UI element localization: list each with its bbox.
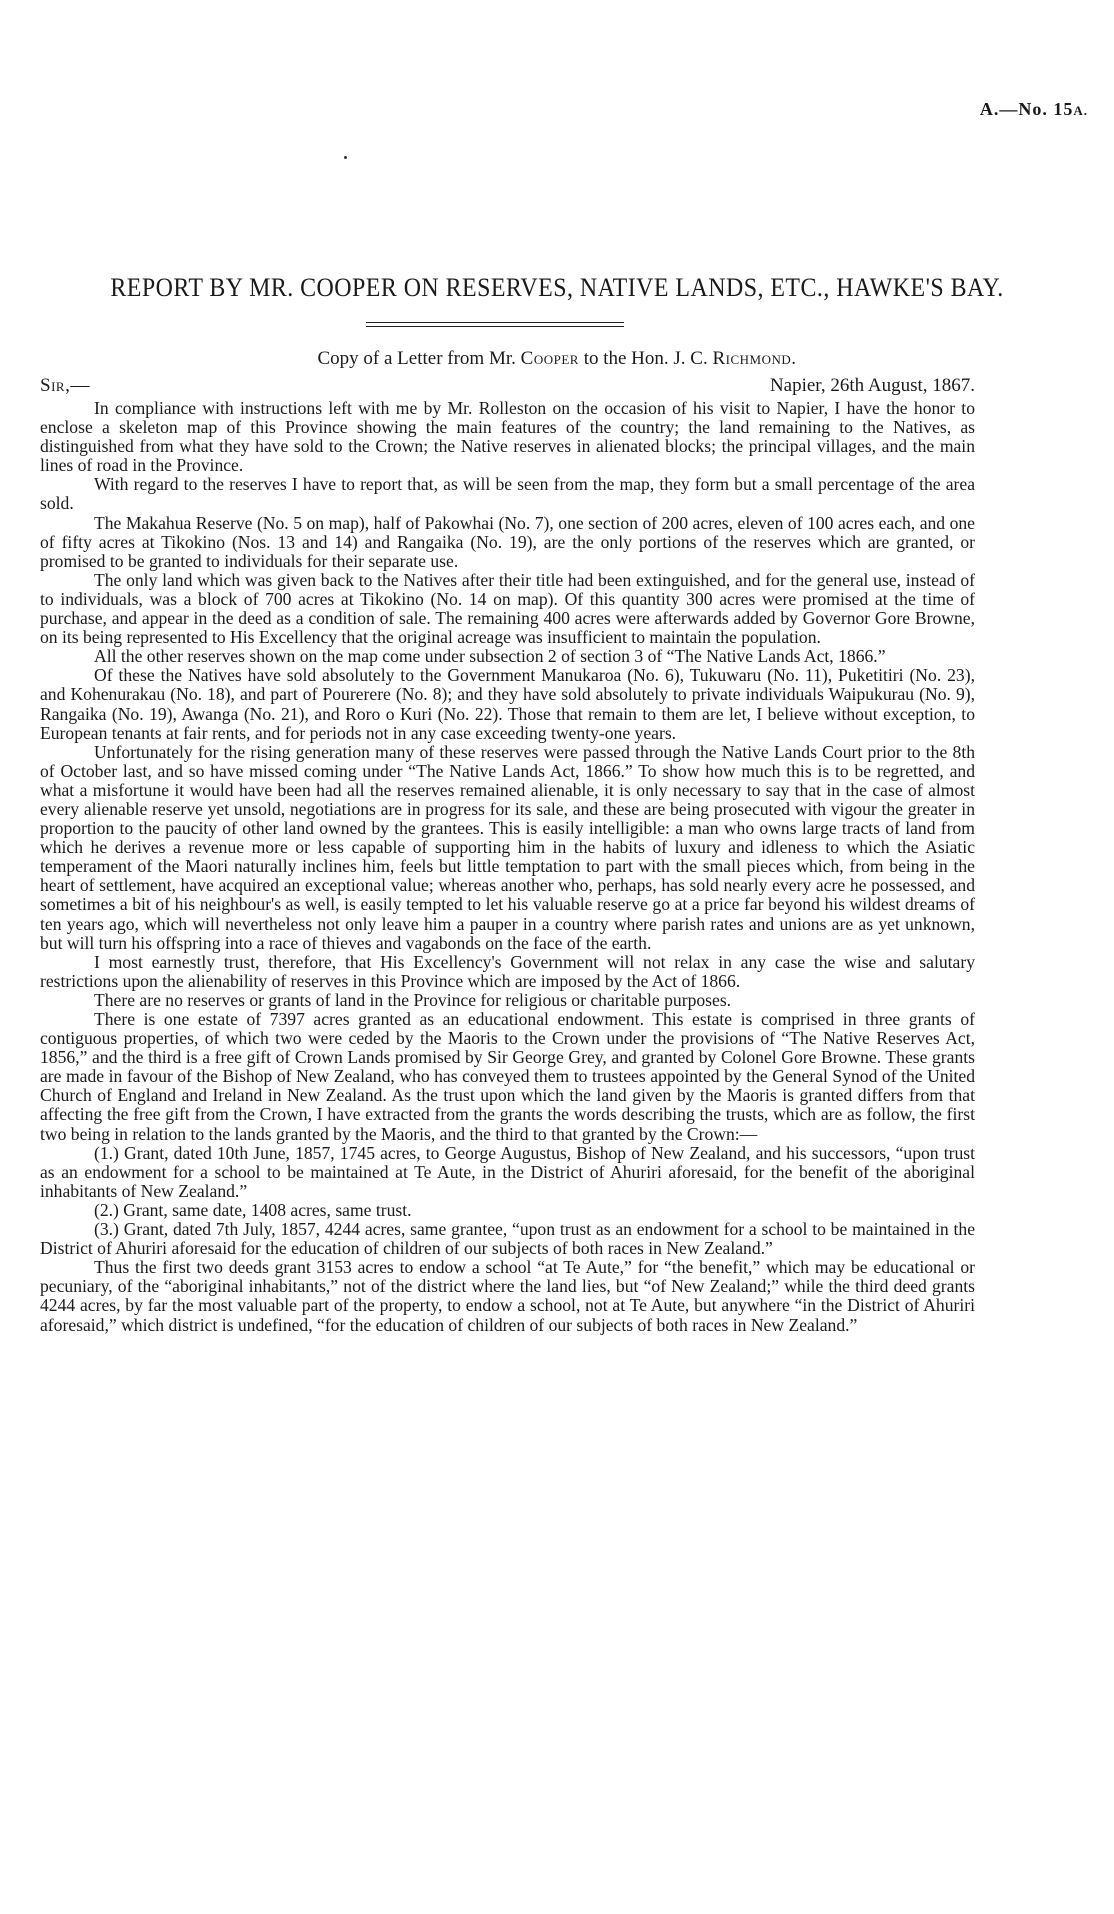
letter-heading-prefix: Copy of a Letter from Mr.	[317, 348, 516, 369]
paragraph: The Makahua Reserve (No. 5 on map), half of Pakowhai (No. 7), one section of 200 acres, eleven of 100 acres each, and one of fifty acres at Tikokino (Nos. 13 and 14) and Rangaika (No. 19), are the only portions of the reserves which are granted, or promised to be granted to individuals for their separate use.	[40, 512, 975, 571]
salutation: Sir,—	[40, 375, 90, 396]
paper-number-suffix: A.	[1073, 103, 1088, 118]
paper-number	[980, 99, 1088, 120]
paragraph: All the other reserves shown on the map come under subsection 2 of section 3 of “The Native Lands Act, 1866.”	[94, 646, 886, 667]
paragraph: (3.) Grant, dated 7th July, 1857, 4244 acres, same grantee, “upon trust as an endowment for a school to be maintained in the District of Ahuriri aforesaid for the education of children of our subjects of both races in New Zealand.”	[40, 1219, 975, 1259]
report-title: REPORT BY MR. COOPER ON RESERVES, NATIVE LANDS, ETC., HAWKE'S BAY.	[110, 273, 1004, 302]
letter-recipient: Richmond.	[712, 348, 797, 369]
title-rule	[366, 322, 624, 323]
paragraph: Thus the first two deeds grant 3153 acres to endow a school “at Te Aute,” for “the benefit,” which may be educational or pecuniary, of the “aboriginal inhabitants,” not of the district where the land lies, but “of New Zealand;” while the third deed grants 4244 acres, by far the most valuable part of the property, to endow a school, not at Te Aute, but anywhere “in the District of Ahuriri aforesaid,” which district is undefined, “for the education of children of our subjects of both races in New Zealand.”	[40, 1257, 975, 1335]
print-speck	[344, 156, 347, 159]
paragraph: The only land which was given back to the Natives after their title had been extinguished, and for the general use, instead of to individuals, was a block of 700 acres at Tikokino (No. 14 on map). Of this quantity 300 acres were promised at the time of purchase, and appear in the deed as a condition of sale. The remaining 400 acres were afterwards added by Governor Gore Browne, on its being represented to His Excellency that the original acreage was insufficient to maintain the population.	[40, 569, 975, 648]
paragraph: Of these the Natives have sold absolutely to the Government Manukaroa (No. 6), Tukuwaru (No. 11), Puketitiri (No. 23), and Kohenurakau (No. 18), and part of Pourerere (No. 8); and they have sold absolutely to private individuals Waipukurau (No. 9), Rangaika (No. 19), Awanga (No. 21), and Roro o Kuri (No. 22). Those that remain to them are let, I believe without exception, to European tenants at fair rents, and for periods not in any case exceeding twenty-one years.	[40, 665, 975, 743]
paragraph: Unfortunately for the rising generation many of these reserves were passed through the Native Lands Court prior to the 8th of October last, and so have missed coming under “The Native Lands Act, 1866.” To show how much this is to be regretted, and what a misfortune it would have been had all the reserves remained alienable, it is only necessary to say that in the case of almost every alienable reserve yet unsold, negotiations are in progress for its sale, and these are being prosecuted with vigour the greater in proportion to the paucity of other land owned by the grantees. This is easily intelligible: a man who owns large tracts of land from which he derives a revenue more or less capable of supporting him in the habits of luxury and idleness to which the Asiatic temperament of the Maori naturally inclines him, feels but little temptation to part with the small pieces which, from being in the heart of settlement, have acquired an exceptional value; whereas another who, perhaps, has sold nearly every acre he possessed, and sometimes a bit of his neighbour's as well, is easily tempted to let his valuable reserve go at a price far beyond his wildest dreams of ten years ago, which will nevertheless not only leave him a pauper in a country where parish rates and unions are as yet unknown, but will turn his offspring into a race of thieves and vagabonds on the face of the earth.	[40, 741, 975, 953]
paragraph: (1.) Grant, dated 10th June, 1857, 1745 acres, to George Augustus, Bishop of New Zealand, and his successors, “upon trust as an endowment for a school to be maintained at Te Aute, in the District of Ahuriri aforesaid, for the benefit of the aboriginal inhabitants of New Zealand.”	[40, 1142, 975, 1201]
paragraph: With regard to the reserves I have to report that, as will be seen from the map, they form but a small percentage of the area sold.	[40, 474, 975, 514]
salutation-row	[40, 375, 975, 399]
letter-body	[40, 399, 975, 1335]
letter-heading-middle: to the Hon. J. C.	[583, 348, 708, 369]
letter-author: Cooper	[520, 348, 579, 369]
letter-heading	[0, 348, 1114, 370]
paragraph: (2.) Grant, same date, 1408 acres, same trust.	[94, 1199, 412, 1220]
paragraph: I most earnestly trust, therefore, that His Excellency's Government will not relax in any case the wise and salutary restrictions upon the alienability of reserves in this Province which are imposed by the Act of 1866.	[40, 951, 975, 991]
paper-number-main: A.—No. 15	[979, 99, 1074, 119]
paragraph: There is one estate of 7397 acres granted as an educational endowment. This estate is comprised in three grants of contiguous properties, of which two were ceded by the Maoris to the Crown under the provisions of “The Native Reserves Act, 1856,” and the third is a free gift of Crown Lands promised by Sir George Grey, and granted by Colonel Gore Browne. These grants are made in favour of the Bishop of New Zealand, who has conveyed them to trustees appointed by the General Synod of the United Church of England and Ireland in New Zealand. As the trust upon which the land given by the Maoris is granted differs from that affecting the free gift from the Crown, I have extracted from the grants the words describing the trusts, which are as follow, the first two being in relation to the lands granted by the Maoris, and the third to that granted by the Crown:—	[40, 1009, 975, 1144]
title-rule-lower	[366, 326, 624, 327]
paragraph: In compliance with instructions left with me by Mr. Rolleston on the occasion of his visit to Napier, I have the honor to enclose a skeleton map of this Province showing the main features of the country; the land remaining to the Natives, as distinguished from what they have sold to the Crown; the Native reserves in alienated blocks; the principal villages, and the main lines of road in the Province.	[40, 398, 975, 476]
paragraph: There are no reserves or grants of land in the Province for religious or charitable purposes.	[94, 989, 732, 1010]
dateline: Napier, 26th August, 1867.	[769, 375, 975, 396]
